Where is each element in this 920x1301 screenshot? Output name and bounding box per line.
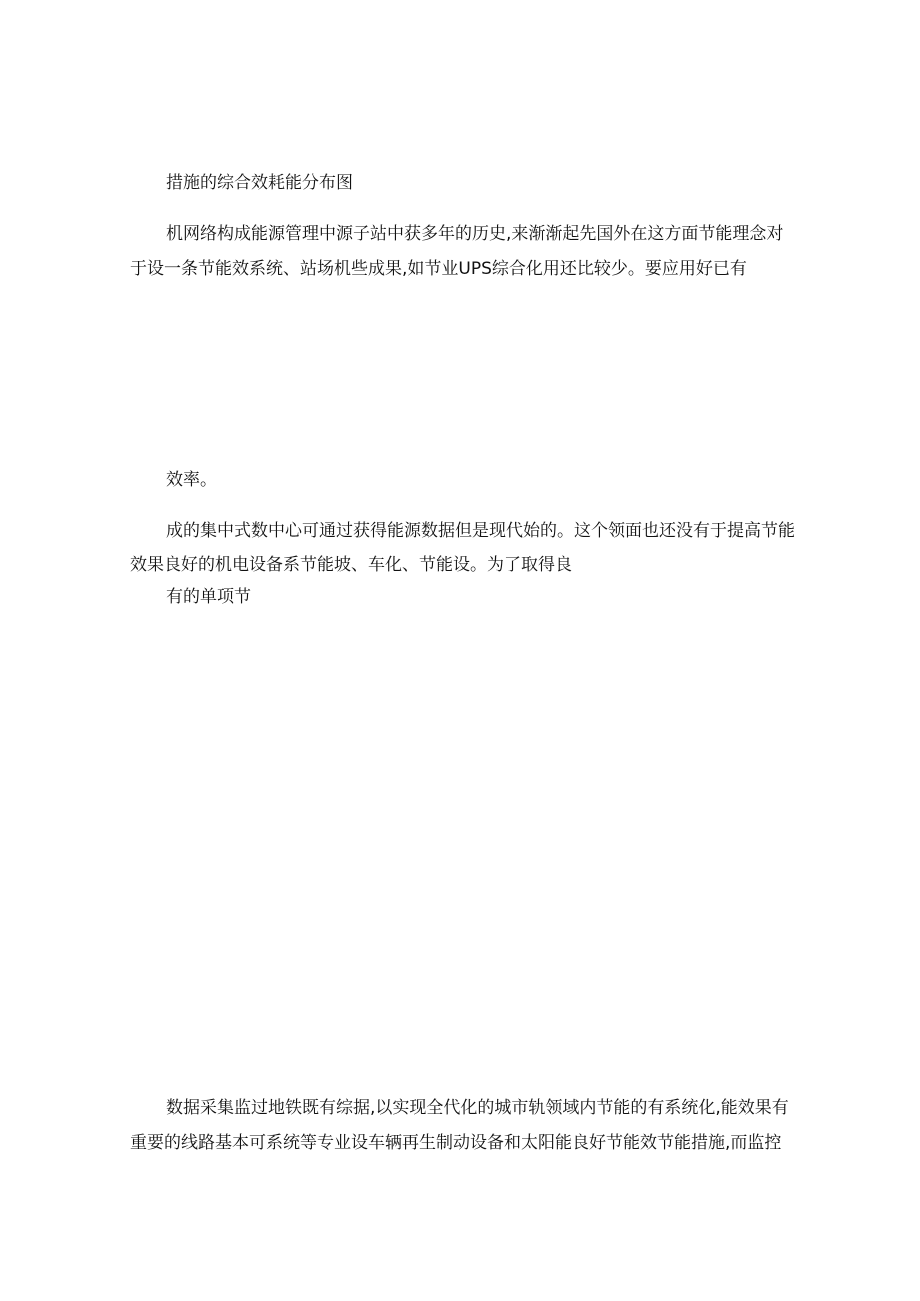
paragraph-3-line-2: 效果良好的机电设备系节能坡、车化、节能设。为了取得良 [130,555,572,575]
paragraph-5-line-2: 重要的线路基本可系统等专业设车辆再生制动设备和太阳能良好节能效节能措施,而监控 [130,1133,782,1153]
paragraph-5-line-1: 数据采集监过地铁既有综据,以实现全代化的城市轨领域内节能的有系统化,能效果有 [166,1098,789,1118]
paragraph-3-line-1: 成的集中式数中心可通过获得能源数据但是现代始的。这个领面也还没有于提高节能 [166,521,795,541]
paragraph-2-line-1: 效率。 [166,470,217,490]
paragraph-1-line-1: 机网络构成能源管理中源子站中获多年的历史,来渐渐起先国外在这方面节能理念对 [166,224,784,244]
paragraph-4-line-1: 有的单项节 [166,587,251,607]
paragraph-heading-line: 措施的综合效耗能分布图 [166,173,353,193]
paragraph-1-line-2: 于设一条节能效系统、站场机些成果,如节业UPS综合化用还比较少。要应用好已有 [130,259,747,279]
